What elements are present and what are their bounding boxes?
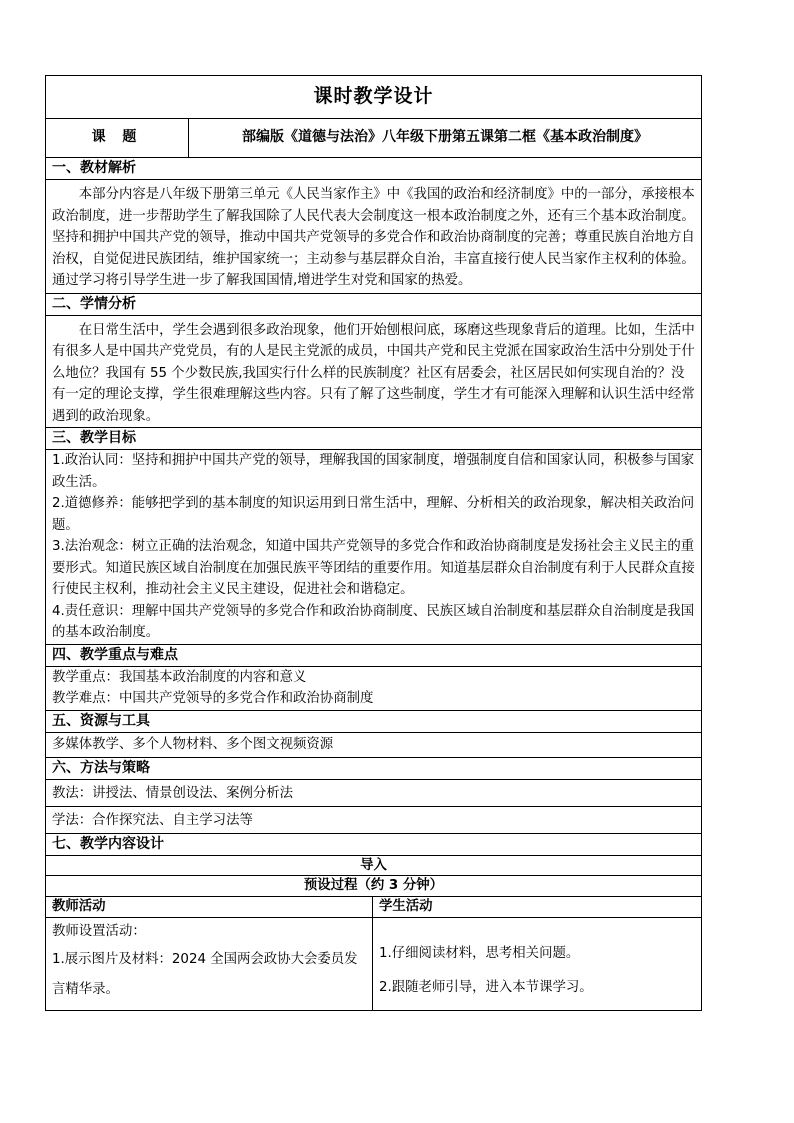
stage-process: 预设过程（约 3 分钟） [46, 875, 702, 896]
teacher-activity-header: 教师活动 [46, 896, 373, 917]
divider [46, 315, 701, 316]
document-title: 课时教学设计 [46, 76, 702, 119]
divider [46, 779, 701, 780]
divider [46, 179, 701, 180]
section-heading: 五、资源与工具 [52, 712, 150, 729]
learning-method-text: 学法：合作探究法、自主学习法等 [52, 812, 253, 828]
section-heading: 三、教学目标 [52, 430, 136, 446]
section-heading: 四、教学重点与难点 [52, 646, 178, 663]
objective-item: 4.责任意识：理解中国共产党领导的多党合作和政治协商制度、民族区域自治制度和基层群众自治制度是我国的基本政治制度。 [52, 603, 695, 640]
stage-name: 导入 [46, 855, 702, 875]
course-title: 部编版《道德与法治》八年级下册第五课第二框《基本政治制度》 [189, 119, 702, 158]
section-heading: 七、教学内容设计 [52, 835, 164, 852]
objective-item: 3.法治观念：树立正确的法治观念，知道中国共产党领导的多党合作和政治协商制度是发扬社会主义民主的重要形式。知道民族区域自治制度在加强民族平等团结的重要作用。知道基层群众自治制度有利于人民群众直接行使民主权利，推动社会主义民主建设，促进社会和谐稳定。 [52, 539, 695, 597]
section-student-analysis [46, 293, 702, 428]
difficulty-text: 教学难点：中国共产党领导的多党合作和政治协商制度 [52, 691, 374, 706]
lesson-plan-page [45, 75, 701, 1011]
section-body: 本部分内容是八年级下册第三单元《人民当家作主》中《我国的政治和经济制度》中的一部分，承接根本政治制度，进一步帮助学生了解我国除了人民代表大会制度这一根本政治制度之外，还有三个基本政治制度。坚持和拥护中国共产党的领导，推动中国共产党领导的多党合作和政治协商制度的完善；尊重民族自治地方自治权，自觉促进民族团结，维护国家统一；主动参与基层群众自治，丰富直接行使人民当家作主权利的体验。通过学习将引导学生进一步了解我国国情,增进学生对党和国家的热爱。 [52, 187, 695, 288]
resources-text: 多媒体教学、多个人物材料、多个图文视频资源 [52, 736, 334, 752]
student-activity-line: 2.跟随老师引导，进入本节课学习。 [379, 979, 593, 995]
section-methods [46, 757, 702, 833]
section-textbook-analysis [46, 158, 702, 294]
objective-item: 1.政治认同：坚持和拥护中国共产党的领导，理解我国的国家制度，增强制度自信和国家认同，积极参与国家政生活。 [52, 453, 695, 490]
teacher-activity-line: 教师设置活动： [52, 923, 146, 939]
section-objectives [46, 428, 702, 645]
key-point-text: 教学重点：我国基本政治制度的内容和意义 [52, 669, 307, 685]
section-resources [46, 710, 702, 757]
section-key-points [46, 644, 702, 710]
objective-item: 2.道德修养：能够把学到的基本制度的知识运用到日常生活中，理解、分析相关的政治现象，解决相关政治问题。 [52, 496, 695, 533]
teacher-activity-cell [46, 917, 373, 1010]
section-heading: 二、学情分析 [52, 295, 136, 312]
section-body: 在日常生活中，学生会遇到很多政治现象，他们开始刨根问底，琢磨这些现象背后的道理。比如，生活中有很多人是中国共产党党员，有的人是民主党派的成员，中国共产党和民主党派在国家政治生活中分别处于什么地位？我国有 55 个少数民族,我国实行什么样的民族制度？社区有居委会，社区居民如何实现自治的？没有一定的理论支撑，学生很难理解这些内容。只有了解了这些制度，学生才有可能深入理解和认识生活中经常遇到的政治现象。 [52, 322, 695, 424]
student-activity-header: 学生活动 [373, 896, 702, 917]
student-activity-cell [373, 917, 702, 1010]
section-content-design [46, 833, 702, 855]
lesson-plan-table [45, 75, 702, 856]
teaching-method-text: 教法：讲授法、情景创设法、案例分析法 [52, 785, 294, 801]
divider [46, 806, 701, 807]
section-heading: 六、方法与策略 [52, 759, 150, 776]
student-activity-line: 1.仔细阅读材料，思考相关问题。 [379, 945, 580, 961]
teacher-activity-line: 1.展示图片及材料：2024 全国两会政协大会委员发言精华录。 [52, 951, 358, 997]
course-label: 课 题 [46, 119, 189, 158]
activity-table [45, 855, 702, 1011]
section-heading: 一、教材解析 [52, 160, 136, 176]
